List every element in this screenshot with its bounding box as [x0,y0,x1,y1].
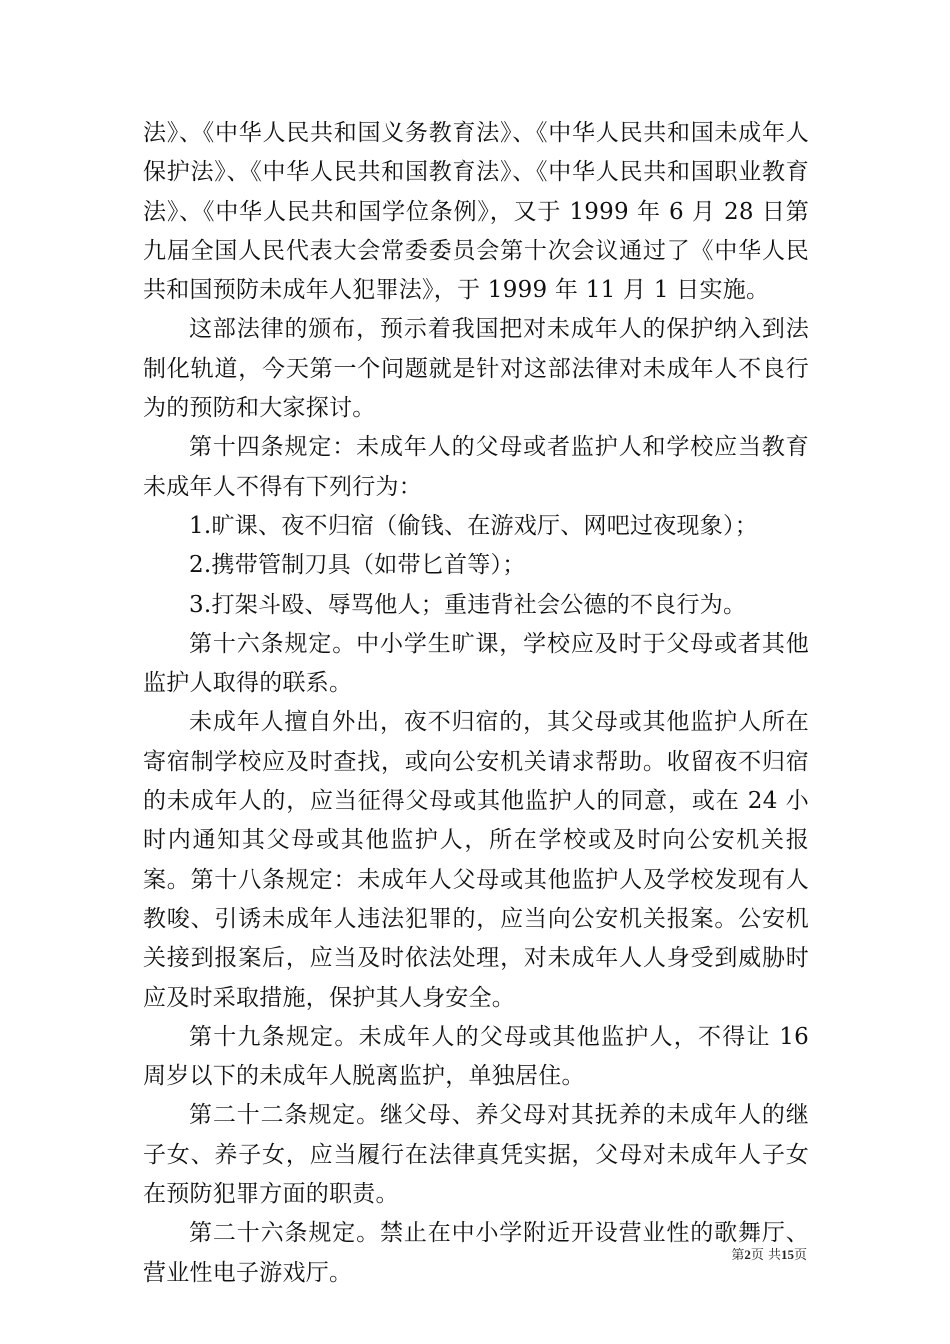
current-page-number: 2 [744,1247,751,1262]
paragraph-article-18: 未成年人擅自外出，夜不归宿的，其父母或其他监护人所在寄宿制学校应及时查找，或向公安机关请求帮助。收留夜不归宿的未成年人的，应当征得父母或其他监护人的同意，或在 24 小时内通知其父母或其他监护人，所在学校或及时向公安机关报案。第十八条规定：未成年人父母或其他监护人及学校发现有人教唆、引诱未成年人违法犯罪的，应当向公安机关报案。公安机关接到报案后，应当及时依法处理，对未成年人人身受到威胁时应及时采取措施，保护其人身安全。 [143,709,809,1011]
footer-suffix: 页 [793,1248,807,1263]
list-item-fighting: 3.打架斗殴、辱骂他人；重违背社会公德的不良行为。 [189,591,747,618]
footer-middle: 页 共 [750,1248,781,1263]
list-item-weapons: 2.携带管制刀具（如带匕首等）； [189,552,526,579]
list-item-truancy: 1.旷课、夜不归宿（偷钱、在游戏厅、网吧过夜现象）； [189,512,758,539]
paragraph-article-22: 第二十二条规定。继父母、养父母对其抚养的未成年人的继子女、养子女，应当履行在法律真凭实据，父母对未成年人子女在预防犯罪方面的职责。 [143,1102,809,1208]
paragraph-law-list: 法》、《中华人民共和国义务教育法》、《中华人民共和国未成年人保护法》、《中华人民共和国教育法》、《中华人民共和国职业教育法》、《中华人民共和国学位条例》，又于 1999 年 6 月 28 日第九届全国人民代表大会常委委员会第十次会议通过了《中华人民共和国预防未成年人犯罪法》，于 1999 年 11 月 1 日实施。 [143,120,809,304]
paragraph-article-19: 第十九条规定。未成年人的父母或其他监护人，不得让 16 周岁以下的未成年人脱离监护，单独居住。 [143,1023,809,1090]
footer-prefix: 第 [731,1248,745,1263]
paragraph-article-16: 第十六条规定。中小学生旷课，学校应及时于父母或者其他监护人取得的联系。 [143,630,809,697]
document-body [143,114,809,1293]
paragraph-article-26: 第二十六条规定。禁止在中小学附近开设营业性的歌舞厅、营业性电子游戏厅。 [143,1220,809,1286]
page-number-footer [731,1247,807,1264]
total-page-number: 15 [780,1247,794,1262]
paragraph-article-14: 第十四条规定：未成年人的父母或者监护人和学校应当教育未成年人不得有下列行为： [143,434,809,500]
paragraph-law-significance: 这部法律的颁布，预示着我国把对未成年人的保护纳入到法制化轨道，今天第一个问题就是针对这部法律对未成年人不良行为的预防和大家探讨。 [143,316,809,422]
